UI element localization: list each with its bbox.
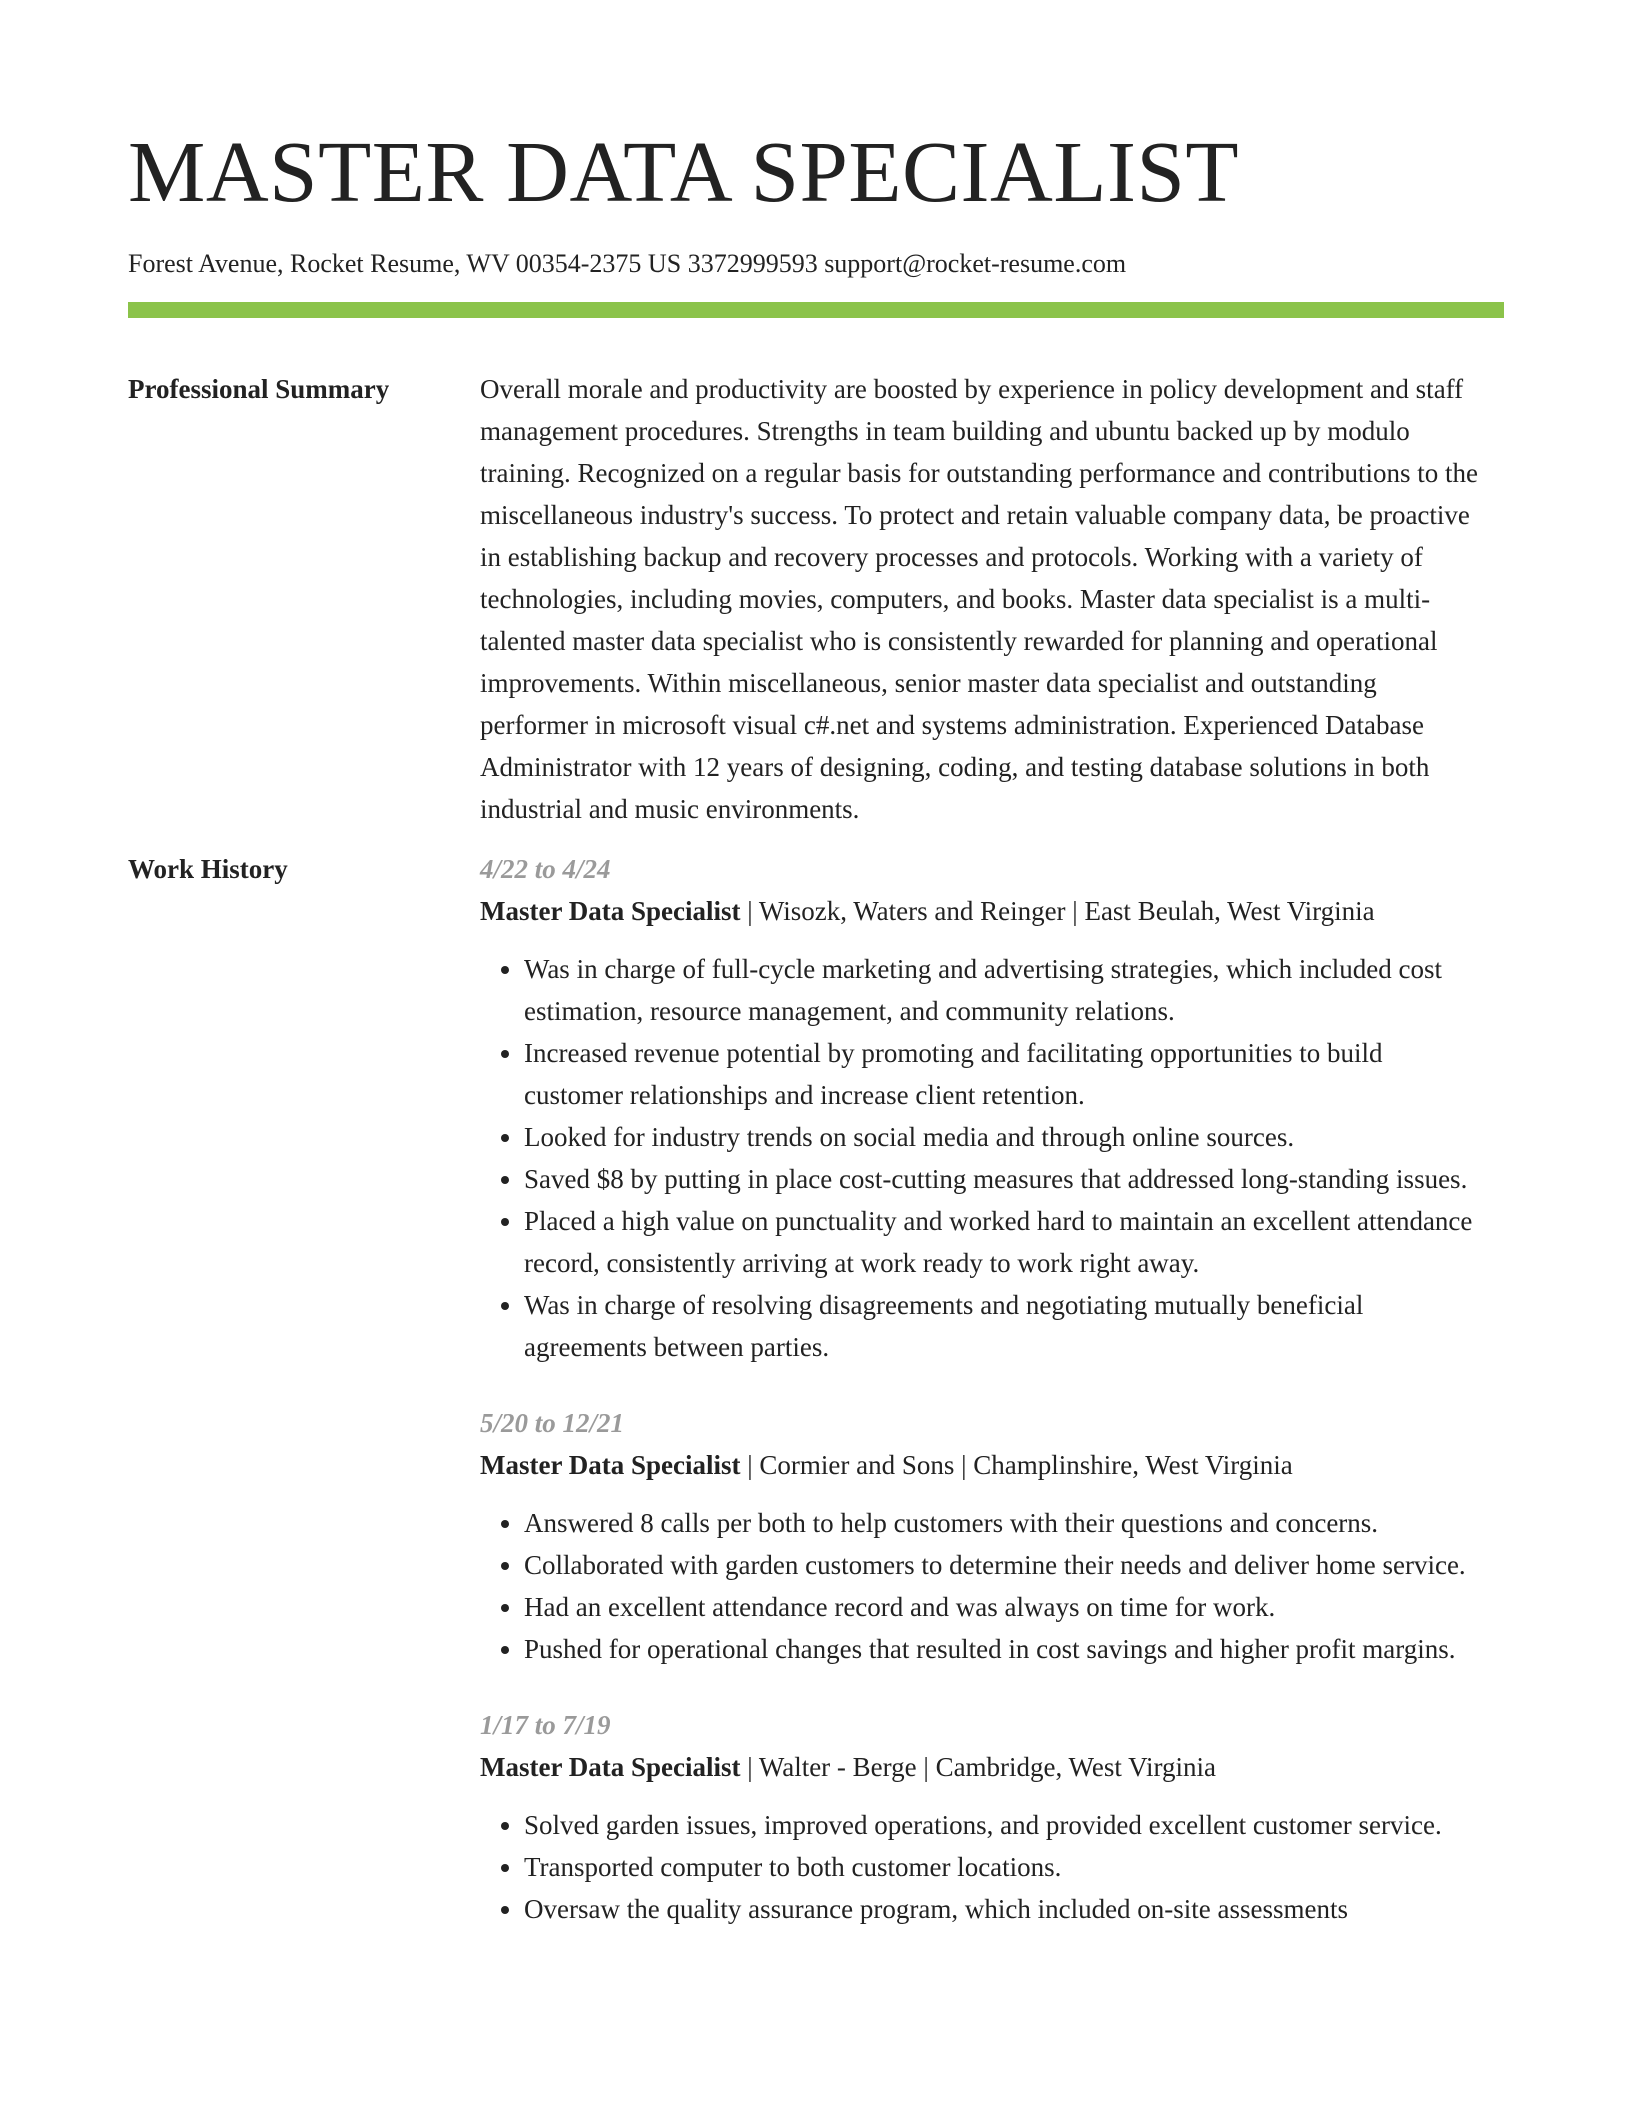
contact-phone: 3372999593 (687, 249, 818, 278)
job-duty: • Was in charge of full-cycle marketing and advertising strategies, which included cost estimation, resource management, and community relations. (524, 948, 1480, 1032)
job-company: Wisozk, Waters and Reinger (758, 896, 1066, 926)
job-duty: • Was in charge of resolving disagreements and negotiating mutually beneficial agreements between parties. (524, 1284, 1480, 1368)
job-duty: • Saved $8 by putting in place cost-cutting measures that addressed long-standing issues. (524, 1158, 1480, 1200)
job-company: Cormier and Sons (759, 1450, 955, 1480)
job-duty: • Collaborated with garden customers to determine their needs and deliver home service. (524, 1544, 1480, 1586)
job-duty: • Looked for industry trends on social media and through online sources. (524, 1116, 1480, 1158)
job-duties (480, 1804, 1480, 1930)
page-title: MASTER DATA SPECIALIST (128, 123, 1239, 220)
job-duties (480, 1502, 1480, 1670)
contact-email: support@rocket-resume.com (824, 249, 1127, 278)
job-entry (480, 1402, 1480, 1670)
job-duties (480, 948, 1480, 1368)
job-heading: Master Data Specialist | Wisozk, Waters and Reinger | East Beulah, West Virginia (480, 896, 1375, 926)
job-dates: 5/20 to 12/21 (480, 1408, 625, 1438)
job-location: Cambridge, West Virginia (935, 1752, 1216, 1782)
job-title: Master Data Specialist (480, 1752, 741, 1782)
professional-summary-section (128, 368, 1504, 830)
work-history-section (128, 848, 1504, 1964)
section-title-work: Work History (128, 854, 288, 884)
work-body (480, 848, 1480, 1964)
job-title: Master Data Specialist (480, 1450, 741, 1480)
contact-line (128, 248, 1504, 280)
job-entry (480, 848, 1480, 1368)
job-duty: • Solved garden issues, improved operations, and provided excellent customer service. (524, 1804, 1480, 1846)
job-duty: • Placed a high value on punctuality and worked hard to maintain an excellent attendance record, consistently arriving at work ready to work right away. (524, 1200, 1480, 1284)
job-duty: • Oversaw the quality assurance program, which included on-site assessments (524, 1888, 1480, 1930)
job-duty: • Answered 8 calls per both to help customers with their questions and concerns. (524, 1502, 1480, 1544)
job-dates: 4/22 to 4/24 (480, 854, 611, 884)
header-divider (128, 302, 1504, 318)
job-dates: 1/17 to 7/19 (480, 1710, 611, 1740)
job-heading: Master Data Specialist | Walter - Berge | Cambridge, West Virginia (480, 1752, 1216, 1782)
job-heading: Master Data Specialist | Cormier and Sons | Champlinshire, West Virginia (480, 1450, 1293, 1480)
job-entry (480, 1704, 1480, 1930)
job-location: East Beulah, West Virginia (1084, 896, 1375, 926)
summary-body (480, 368, 1480, 830)
contact-address: Forest Avenue, Rocket Resume, WV 00354-2375 US (128, 249, 682, 278)
job-location: Champlinshire, West Virginia (973, 1450, 1293, 1480)
job-title: Master Data Specialist (480, 896, 741, 926)
job-duty: • Pushed for operational changes that resulted in cost savings and higher profit margins. (524, 1628, 1480, 1670)
summary-text: Overall morale and productivity are boosted by experience in policy development and staff management procedures. Strengths in team building and ubuntu backed up by modulo training. Recognized on a regular basis for outstanding performance and contributions to the miscellaneous industry's success. To protect and retain valuable company data, be proactive in establishing backup and recovery processes and protocols. Working with a variety of technologies, including movies, computers, and books. Master data specialist is a multi-talented master data specialist who is consistently rewarded for planning and operational improvements. Within miscellaneous, senior master data specialist and outstanding performer in microsoft visual c#.net and systems administration. Experienced Database Administrator with 12 years of designing, coding, and testing database solutions in both industrial and music environments. (480, 374, 1478, 824)
job-duty: • Increased revenue potential by promoting and facilitating opportunities to build customer relationships and increase client retention. (524, 1032, 1480, 1116)
job-duty: • Transported computer to both customer locations. (524, 1846, 1480, 1888)
job-company: Walter - Berge (758, 1752, 917, 1782)
resume-page (128, 0, 1504, 1964)
job-duty: • Had an excellent attendance record and was always on time for work. (524, 1586, 1480, 1628)
section-title-summary: Professional Summary (128, 374, 390, 404)
